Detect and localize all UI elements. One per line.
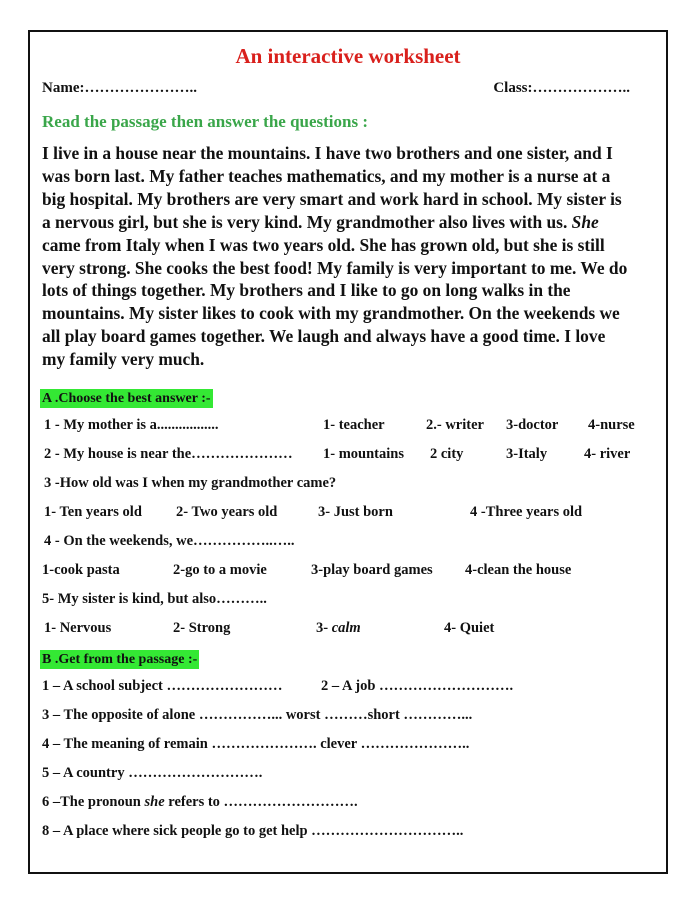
task-prompt[interactable] bbox=[42, 794, 358, 811]
passage-line: big hospital. My brothers are very smart and work hard in school. My sister is bbox=[42, 188, 622, 209]
task-text: refers to ………………………. bbox=[164, 794, 358, 810]
question-3 bbox=[30, 475, 670, 497]
option-4[interactable]: 4- river bbox=[584, 446, 631, 462]
task-prompt[interactable]: 3 – The opposite of alone ……………... worst ………short …………... bbox=[42, 707, 473, 723]
passage-line: lots of things together. My brothers and I like to go on long walks in the bbox=[42, 280, 571, 301]
option-3[interactable] bbox=[316, 620, 361, 637]
passage-line: came from Italy when I was two years old. She has grown old, but she is still bbox=[42, 234, 605, 255]
task-text: 6 –The pronoun bbox=[42, 794, 145, 810]
option-1[interactable]: 1- mountains bbox=[323, 446, 404, 462]
option-2[interactable]: 2- Two years old bbox=[176, 504, 278, 520]
task-prompt[interactable]: 4 – The meaning of remain …………………. clever ………………….. bbox=[42, 736, 470, 752]
question-stem: 2 - My house is near the………………… bbox=[44, 446, 293, 462]
question-1 bbox=[30, 417, 670, 439]
option-3[interactable]: 3-Italy bbox=[506, 446, 548, 462]
option-2[interactable]: 2 city bbox=[430, 446, 464, 462]
passage-line: all play board games together. We laugh and always have a good time. I love bbox=[42, 326, 606, 347]
option-number: 3- bbox=[316, 620, 332, 636]
passage-task-2 bbox=[30, 707, 670, 729]
passage-line: my family very much. bbox=[42, 349, 205, 370]
option-4[interactable]: 4-nurse bbox=[588, 417, 635, 433]
passage-task-3 bbox=[30, 736, 670, 758]
section-b-heading: B .Get from the passage :- bbox=[42, 652, 198, 667]
passage-line: I live in a house near the mountains. I have two brothers and one sister, and I bbox=[42, 143, 613, 163]
question-stem: 1 - My mother is a................. bbox=[44, 417, 219, 433]
question-stem: 5- My sister is kind, but also……….. bbox=[42, 591, 267, 607]
passage-line: mountains. My sister likes to cook with my grandmother. On the weekends we bbox=[42, 303, 620, 324]
task-italic-word: she bbox=[144, 794, 165, 810]
passage-text: a nervous girl, but she is very kind. My grandmother also lives with us. bbox=[42, 211, 568, 232]
option-1[interactable]: 1-cook pasta bbox=[42, 562, 120, 578]
passage-task-4 bbox=[30, 765, 670, 787]
question-4-options bbox=[30, 562, 670, 584]
option-1[interactable]: 1- teacher bbox=[323, 417, 385, 433]
question-4 bbox=[30, 533, 670, 555]
passage-line: was born last. My father teaches mathematics, and my mother is a nurse at a bbox=[42, 165, 611, 186]
reading-passage bbox=[42, 142, 664, 371]
section-a-heading: A .Choose the best answer :- bbox=[42, 391, 211, 406]
passage-task-1 bbox=[30, 678, 670, 700]
option-2[interactable]: 2-go to a movie bbox=[173, 562, 267, 578]
option-3[interactable]: 3-play board games bbox=[311, 562, 433, 578]
task-prompt[interactable]: 5 – A country ………………………. bbox=[42, 765, 263, 781]
option-1[interactable]: 1- Ten years old bbox=[44, 504, 142, 520]
task-prompt[interactable]: 8 – A place where sick people go to get help ………………………….. bbox=[42, 823, 464, 839]
option-4[interactable]: 4- Quiet bbox=[444, 620, 495, 636]
reading-instruction: Read the passage then answer the questions : bbox=[42, 112, 369, 131]
option-4[interactable]: 4 -Three years old bbox=[470, 504, 583, 520]
student-info-row bbox=[42, 80, 630, 100]
option-4[interactable]: 4-clean the house bbox=[465, 562, 572, 578]
question-stem: 4 - On the weekends, we……………..….. bbox=[44, 533, 295, 549]
question-stem: 3 -How old was I when my grandmother came? bbox=[44, 475, 337, 491]
option-1[interactable]: 1- Nervous bbox=[44, 620, 112, 636]
question-2 bbox=[30, 446, 670, 468]
task-prompt[interactable]: 1 – A school subject …………………… bbox=[42, 678, 283, 694]
passage-line: very strong. She cooks the best food! My family is very important to me. We do bbox=[42, 257, 628, 278]
passage-task-6 bbox=[30, 823, 670, 845]
question-3-options bbox=[30, 504, 670, 526]
option-3[interactable]: 3-doctor bbox=[506, 417, 559, 433]
option-2[interactable]: 2.- writer bbox=[426, 417, 484, 433]
option-2[interactable]: 2- Strong bbox=[173, 620, 231, 636]
option-3[interactable]: 3- Just born bbox=[318, 504, 393, 520]
worksheet-title: An interactive worksheet bbox=[235, 44, 461, 68]
passage-task-5 bbox=[30, 794, 670, 816]
passage-italic-word: She bbox=[571, 211, 599, 232]
worksheet-frame bbox=[28, 30, 668, 874]
question-5 bbox=[30, 591, 670, 613]
name-field[interactable]: Name:………………….. bbox=[42, 80, 197, 96]
passage-line bbox=[42, 211, 664, 234]
option-3-text: calm bbox=[331, 620, 361, 636]
question-5-options bbox=[30, 620, 670, 642]
task-prompt[interactable]: 2 – A job ………………………. bbox=[321, 678, 514, 694]
class-field[interactable]: Class:……………….. bbox=[493, 80, 630, 96]
